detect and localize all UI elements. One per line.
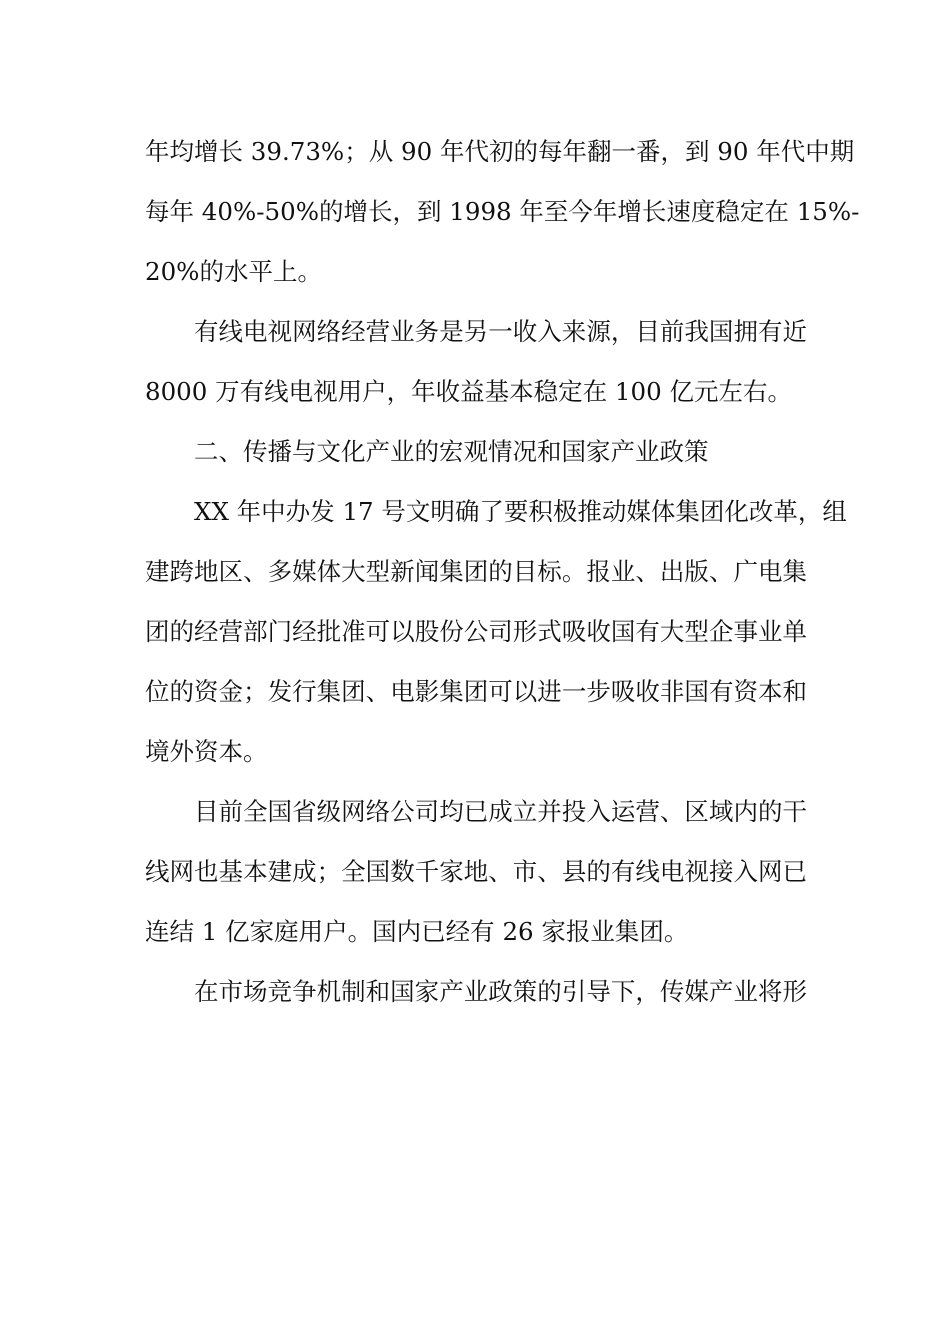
text-line: 8000 万有线电视用户，年收益基本稳定在 100 亿元左右。 bbox=[145, 377, 792, 406]
text-line: 每年 40%-50%的增长，到 1998 年至今年增长速度稳定在 15%- bbox=[145, 197, 860, 226]
text-line: 境外资本。 bbox=[145, 737, 268, 766]
text-line: 团的经营部门经批准可以股份公司形式吸收国有大型企事业单 bbox=[145, 617, 807, 646]
text-line: 有线电视网络经营业务是另一收入来源，目前我国拥有近 bbox=[194, 317, 807, 346]
text-line: 年均增长 39.73%；从 90 年代初的每年翻一番，到 90 年代中期 bbox=[145, 137, 855, 166]
text-line: 建跨地区、多媒体大型新闻集团的目标。报业、出版、广电集 bbox=[145, 557, 807, 586]
document-body bbox=[145, 128, 860, 1028]
text-line: 20%的水平上。 bbox=[145, 257, 322, 286]
text-line: 线网也基本建成；全国数千家地、市、县的有线电视接入网已 bbox=[145, 857, 807, 886]
text-line: 在市场竞争机制和国家产业政策的引导下，传媒产业将形 bbox=[194, 977, 807, 1006]
text-line: 目前全国省级网络公司均已成立并投入运营、区域内的干 bbox=[194, 797, 807, 826]
text-line: 位的资金；发行集团、电影集团可以进一步吸收非国有资本和 bbox=[145, 677, 807, 706]
text-line: 连结 1 亿家庭用户。国内已经有 26 家报业集团。 bbox=[145, 917, 689, 946]
section-heading: 二、传播与文化产业的宏观情况和国家产业政策 bbox=[194, 437, 709, 466]
text-line: XX 年中办发 17 号文明确了要积极推动媒体集团化改革，组 bbox=[194, 497, 847, 526]
